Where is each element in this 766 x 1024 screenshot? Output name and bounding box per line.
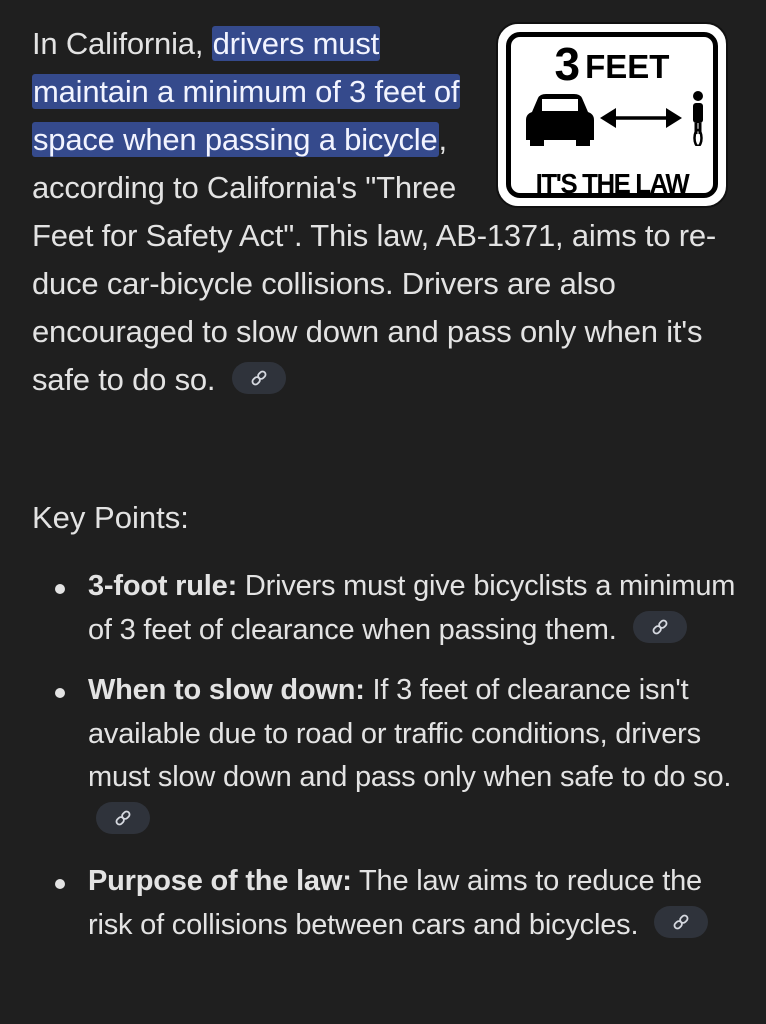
point-text: If 3 feet of clearance isn't available due to road or traffic conditions, drivers must slow down and pass only when safe to do so.: [88, 674, 732, 793]
link-icon: [672, 913, 690, 931]
source-link-button[interactable]: [633, 611, 687, 643]
car-icon: [526, 94, 594, 146]
link-icon: [250, 369, 268, 387]
bullet-icon: [55, 879, 65, 889]
source-link-button[interactable]: [96, 802, 150, 834]
double-arrow-icon: [600, 108, 682, 128]
sign-footer: IT'S THE LAW: [535, 168, 689, 199]
sign-header: [498, 40, 726, 92]
link-icon: [651, 618, 669, 636]
three-feet-sign-image[interactable]: [496, 22, 732, 212]
key-points-heading: Key Points:: [32, 500, 189, 535]
sign-illustration: [520, 90, 710, 146]
highlighted-answer[interactable]: drivers must maintain a minimum of 3 feet of space when passing a bicycle: [33, 26, 460, 157]
intro-suffix: , according to California's "Three Feet for Safety Act". This law, AB-1371, aims to re-duce car-bicycle collisions. Drivers are also encouraged to slow down and pass only when it's safe to do so.: [32, 122, 717, 397]
source-link-button[interactable]: [232, 362, 286, 394]
point-label: 3-foot rule:: [88, 570, 238, 602]
bullet-icon: [55, 688, 65, 698]
source-link-button[interactable]: [654, 906, 708, 938]
point-text: Drivers must give bicyclists a minimum of 3 feet of clearance when passing them.: [88, 570, 736, 646]
point-text: The law aims to reduce the risk of collisions between cars and bicycles.: [88, 865, 702, 941]
list-item: [88, 565, 738, 652]
point-label: Purpose of the law:: [88, 865, 352, 897]
sign-number: 3: [554, 38, 580, 90]
list-item: [88, 669, 738, 843]
list-item: [88, 860, 738, 947]
key-points-list: [88, 565, 738, 964]
sign-unit: FEET: [585, 48, 670, 85]
link-icon: [114, 809, 132, 827]
sign-panel: [496, 22, 728, 208]
point-label: When to slow down:: [88, 674, 365, 706]
bullet-icon: [55, 584, 65, 594]
answer-paragraph: [32, 20, 732, 404]
intro-prefix: In California,: [32, 26, 212, 61]
cyclist-icon: [693, 91, 703, 146]
